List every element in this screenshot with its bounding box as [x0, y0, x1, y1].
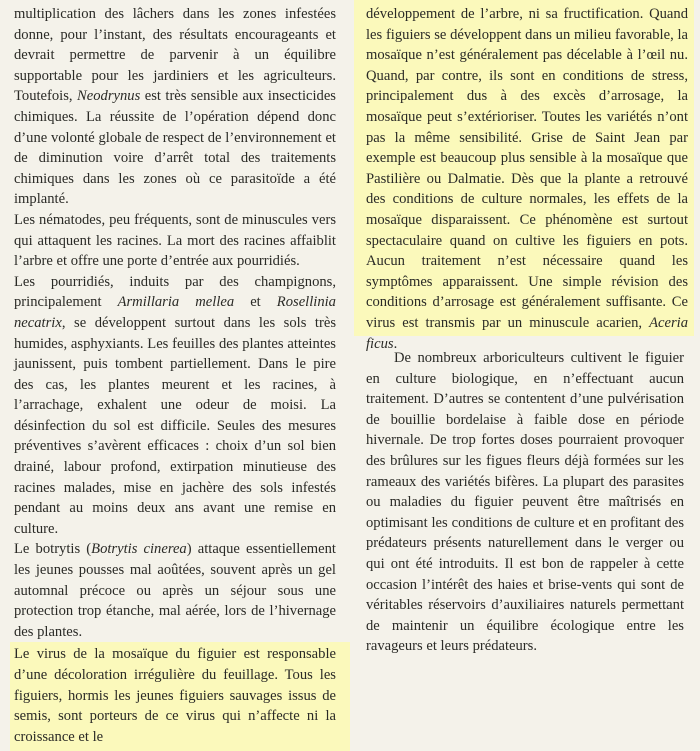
paragraph-culture-biologique: De nombreux arboriculteurs cultivent le figuier en culture biologique, en n’effectuant aucun traitement. D’autres se contentent d’une pulvérisation de bouillie bordelaise à faible dose en période hivernale. De trop fortes doses pourraient provoquer des brûlures sur les figues fleurs déjà formées sur les rameaux des variétés bifères. La plupart des parasites ou maladies du figuier peuvent être maîtrisés en optimisant les conditions de culture et en profitant des prédateurs présents naturellement dans le verger ou qui ont été introduits. Il est bon de rappeler à cette occasion l’intérêt des haies et brise-vents qui sont de véritables réservoirs d’auxiliaires naturels permettant de maintenir un équilibre écologique entre les ravageurs et leurs prédateurs. — [366, 350, 684, 655]
paragraph-nematodes: Les nématodes, peu fréquents, sont de minuscules vers qui attaquent les racines. La mort des racines affaiblit l’arbre et offre une porte d’entrée aux pourridiés. — [14, 211, 336, 270]
paragraph-pourridies: Les pourridiés, induits par des champignons, principalement Armillaria mellea et Rosellinia necatrix, se développent surtout dans les sols très humides, asphyxiants. Les feuilles des plantes atteintes jaunissent, puis tombent partiellement. Dans le pire des cas, les plantes meurent et les racines, à l’arrachage, exhalent une odeur de moisi. La désinfection du sol est difficile. Seules des mesures préventives s’avèrent efficaces : choix d’un sol bien drainé, labour profond, extirpation minutieuse des racines malades, mise en jachère des sols infestés pendant au moins deux ans avant une remise en culture. — [14, 273, 336, 537]
species-name: Botrytis cinerea — [91, 541, 187, 558]
species-name: Neodrynus — [77, 88, 141, 105]
species-name: Armillaria mellea — [117, 294, 235, 311]
left-column — [14, 4, 336, 751]
paragraph-neodrynus: multiplication des lâchers dans les zones infestées donne, pour l’instant, des résultats encourageants et devrait permettre de parvenir à un équilibre supportable pour les jardiniers et les agriculteurs. Toutefois, Neodrynus est très sensible aux insecticides chimiques. La réussite de l’opération dépend donc d’une volonté globale de respect de l’environnement et de diminution voire d’arrêt total des traitements chimiques dans les zones où ce parasitoïde a été implanté. — [14, 6, 336, 208]
species-name: Aceria ficus — [366, 314, 688, 352]
species-name: Rosellinia necatrix — [14, 294, 336, 331]
paragraph-mosaique-continued: développement de l’arbre, ni sa fructification. Quand les figuiers se développent dans un milieu favorable, la mosaïque n’est généralement pas décelable à l’œil nu. Quand, par contre, ils sont en conditions de stress, principalement dus à des excès d’arrosage, la mosaïque peut s’extérioriser. Toutes les variétés n’ont pas la même sensibilité. Grise de Saint Jean par exemple est beaucoup plus sensible à la mosaïque que Pastilière ou Dalmatie. Dès que la plante a retrouvé des conditions de culture normales, les effets de la mosaïque disparaissent. Ce phénomène est surtout spectaculaire quand on cultive les figuiers en pots. Aucun traitement n’est nécessaire quand les symptômes apparaissent. Une simple révision des conditions d’arrosage est généralement suffisante. Ce virus est transmis par un minuscule acarien, Aceria ficus. — [366, 6, 688, 352]
paragraph-mosaique-highlighted: Le virus de la mosaïque du figuier est responsable d’une décoloration irrégulière du feuillage. Tous les figuiers, hormis les jeunes figuiers sauvages issus de semis, sont porteurs de ce virus qui n’affecte ni la croissance et le — [10, 642, 350, 751]
paragraph-botrytis: Le botrytis (Botrytis cinerea) attaque essentiellement les jeunes pousses mal aoûtées, souvent après un gel automnal précoce ou après un séjour sous une protection trop étanche, mal aérée, lors de l’hivernage des plantes. — [14, 541, 336, 640]
right-column-bottom — [366, 348, 684, 657]
highlighted-column-top — [354, 0, 694, 352]
